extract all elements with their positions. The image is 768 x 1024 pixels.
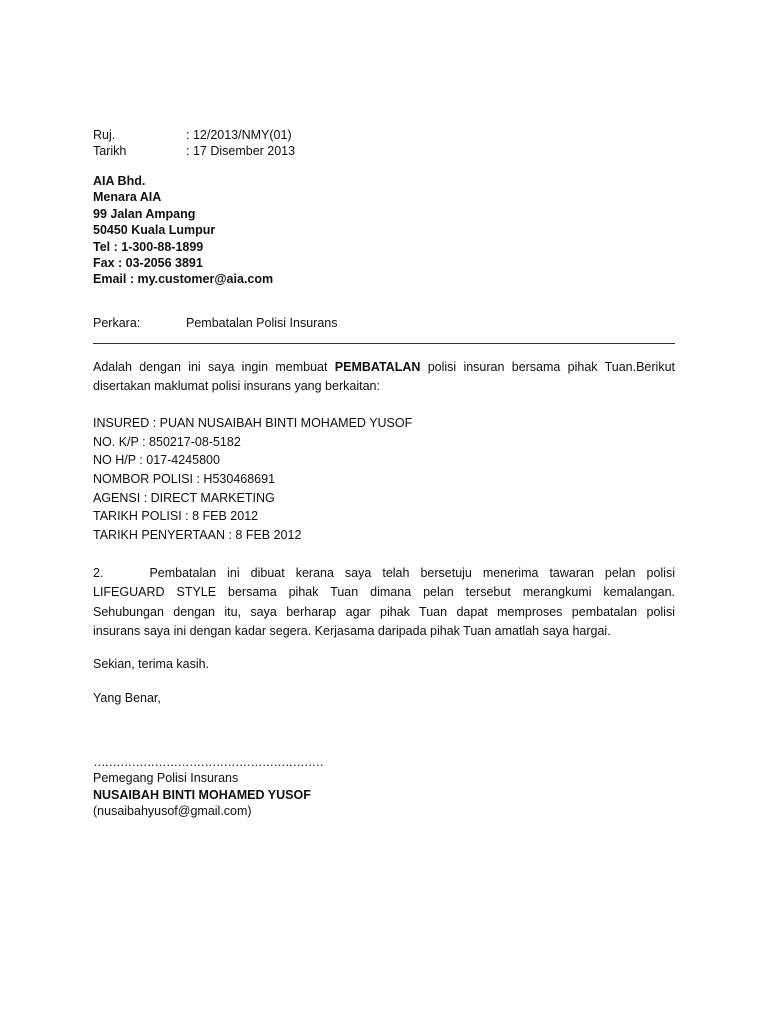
intro-emphasis: PEMBATALAN [334, 360, 421, 374]
recipient-address [93, 173, 675, 288]
closing-thanks: Sekian, terima kasih. [93, 657, 210, 671]
detail-policy-number: NOMBOR POLISI : H530468691 [93, 472, 276, 487]
recipient-name: AIA Bhd. [93, 174, 146, 188]
reason-paragraph [93, 564, 675, 642]
subject-line [93, 315, 675, 331]
reason-line-3: Sehubungan dengan itu, saya berharap agar pihak Tuan dapat memproses pembatalan polisi [93, 604, 675, 619]
policy-details [93, 414, 675, 545]
intro-text-after: polisi insuran bersama pihak Tuan.Berikut disertakan maklumat polisi insurans yang berkaitan: [93, 360, 675, 394]
signature-block [93, 754, 675, 820]
reason-line-2: LIFEGUARD STYLE bersama pihak Tuan dimana pelan tersebut merangkumi kemalangan. [93, 585, 675, 600]
date-label: Tarikh [93, 144, 127, 159]
subject-divider [93, 343, 675, 344]
detail-insured: INSURED : PUAN NUSAIBAH BINTI MOHAMED YUSOF [93, 416, 413, 430]
subject-label: Perkara: [93, 316, 141, 330]
date-row [93, 143, 675, 159]
detail-ic-number: NO. K/P : 850217-08-5182 [93, 434, 241, 449]
recipient-fax: Fax : 03-2056 3891 [93, 255, 203, 270]
signature-line: …………………………………………………… [93, 755, 323, 769]
recipient-city: 50450 Kuala Lumpur [93, 223, 216, 238]
detail-policy-date: TARIKH POLISI : 8 FEB 2012 [93, 509, 259, 524]
recipient-street: 99 Jalan Ampang [93, 206, 196, 221]
detail-phone: NO H/P : 017-4245800 [93, 453, 220, 468]
closing-sign-off: Yang Benar, [93, 691, 161, 705]
reference-label: Ruj. [93, 128, 116, 142]
signatory-email: (nusaibahyusof@gmail.com) [93, 804, 252, 819]
recipient-building: Menara AIA [93, 190, 162, 205]
intro-paragraph [93, 358, 675, 397]
date-value: : 17 Disember 2013 [186, 144, 296, 159]
subject-value: Pembatalan Polisi Insurans [186, 316, 338, 330]
intro-text-before: Adalah dengan ini saya ingin membuat [93, 360, 335, 374]
recipient-tel: Tel : 1-300-88-1899 [93, 239, 204, 254]
reference-row [93, 127, 675, 143]
signatory-role: Pemegang Polisi Insurans [93, 771, 239, 786]
detail-agency: AGENSI : DIRECT MARKETING [93, 490, 275, 505]
reason-line-1: 2. Pembatalan ini dibuat kerana saya telah bersetuju menerima tawaran pelan polisi [93, 566, 675, 580]
recipient-email: Email : my.customer@aia.com [93, 272, 274, 287]
detail-join-date: TARIKH PENYERTAAN : 8 FEB 2012 [93, 528, 302, 543]
letter-meta [93, 127, 675, 160]
reason-line-4: insurans saya ini dengan kadar segera. Kerjasama daripada pihak Tuan amatlah saya hargai. [93, 624, 611, 639]
reason-number: 2. [93, 566, 104, 580]
signatory-name: NUSAIBAH BINTI MOHAMED YUSOF [93, 787, 311, 802]
reference-value: : 12/2013/NMY(01) [186, 128, 292, 142]
